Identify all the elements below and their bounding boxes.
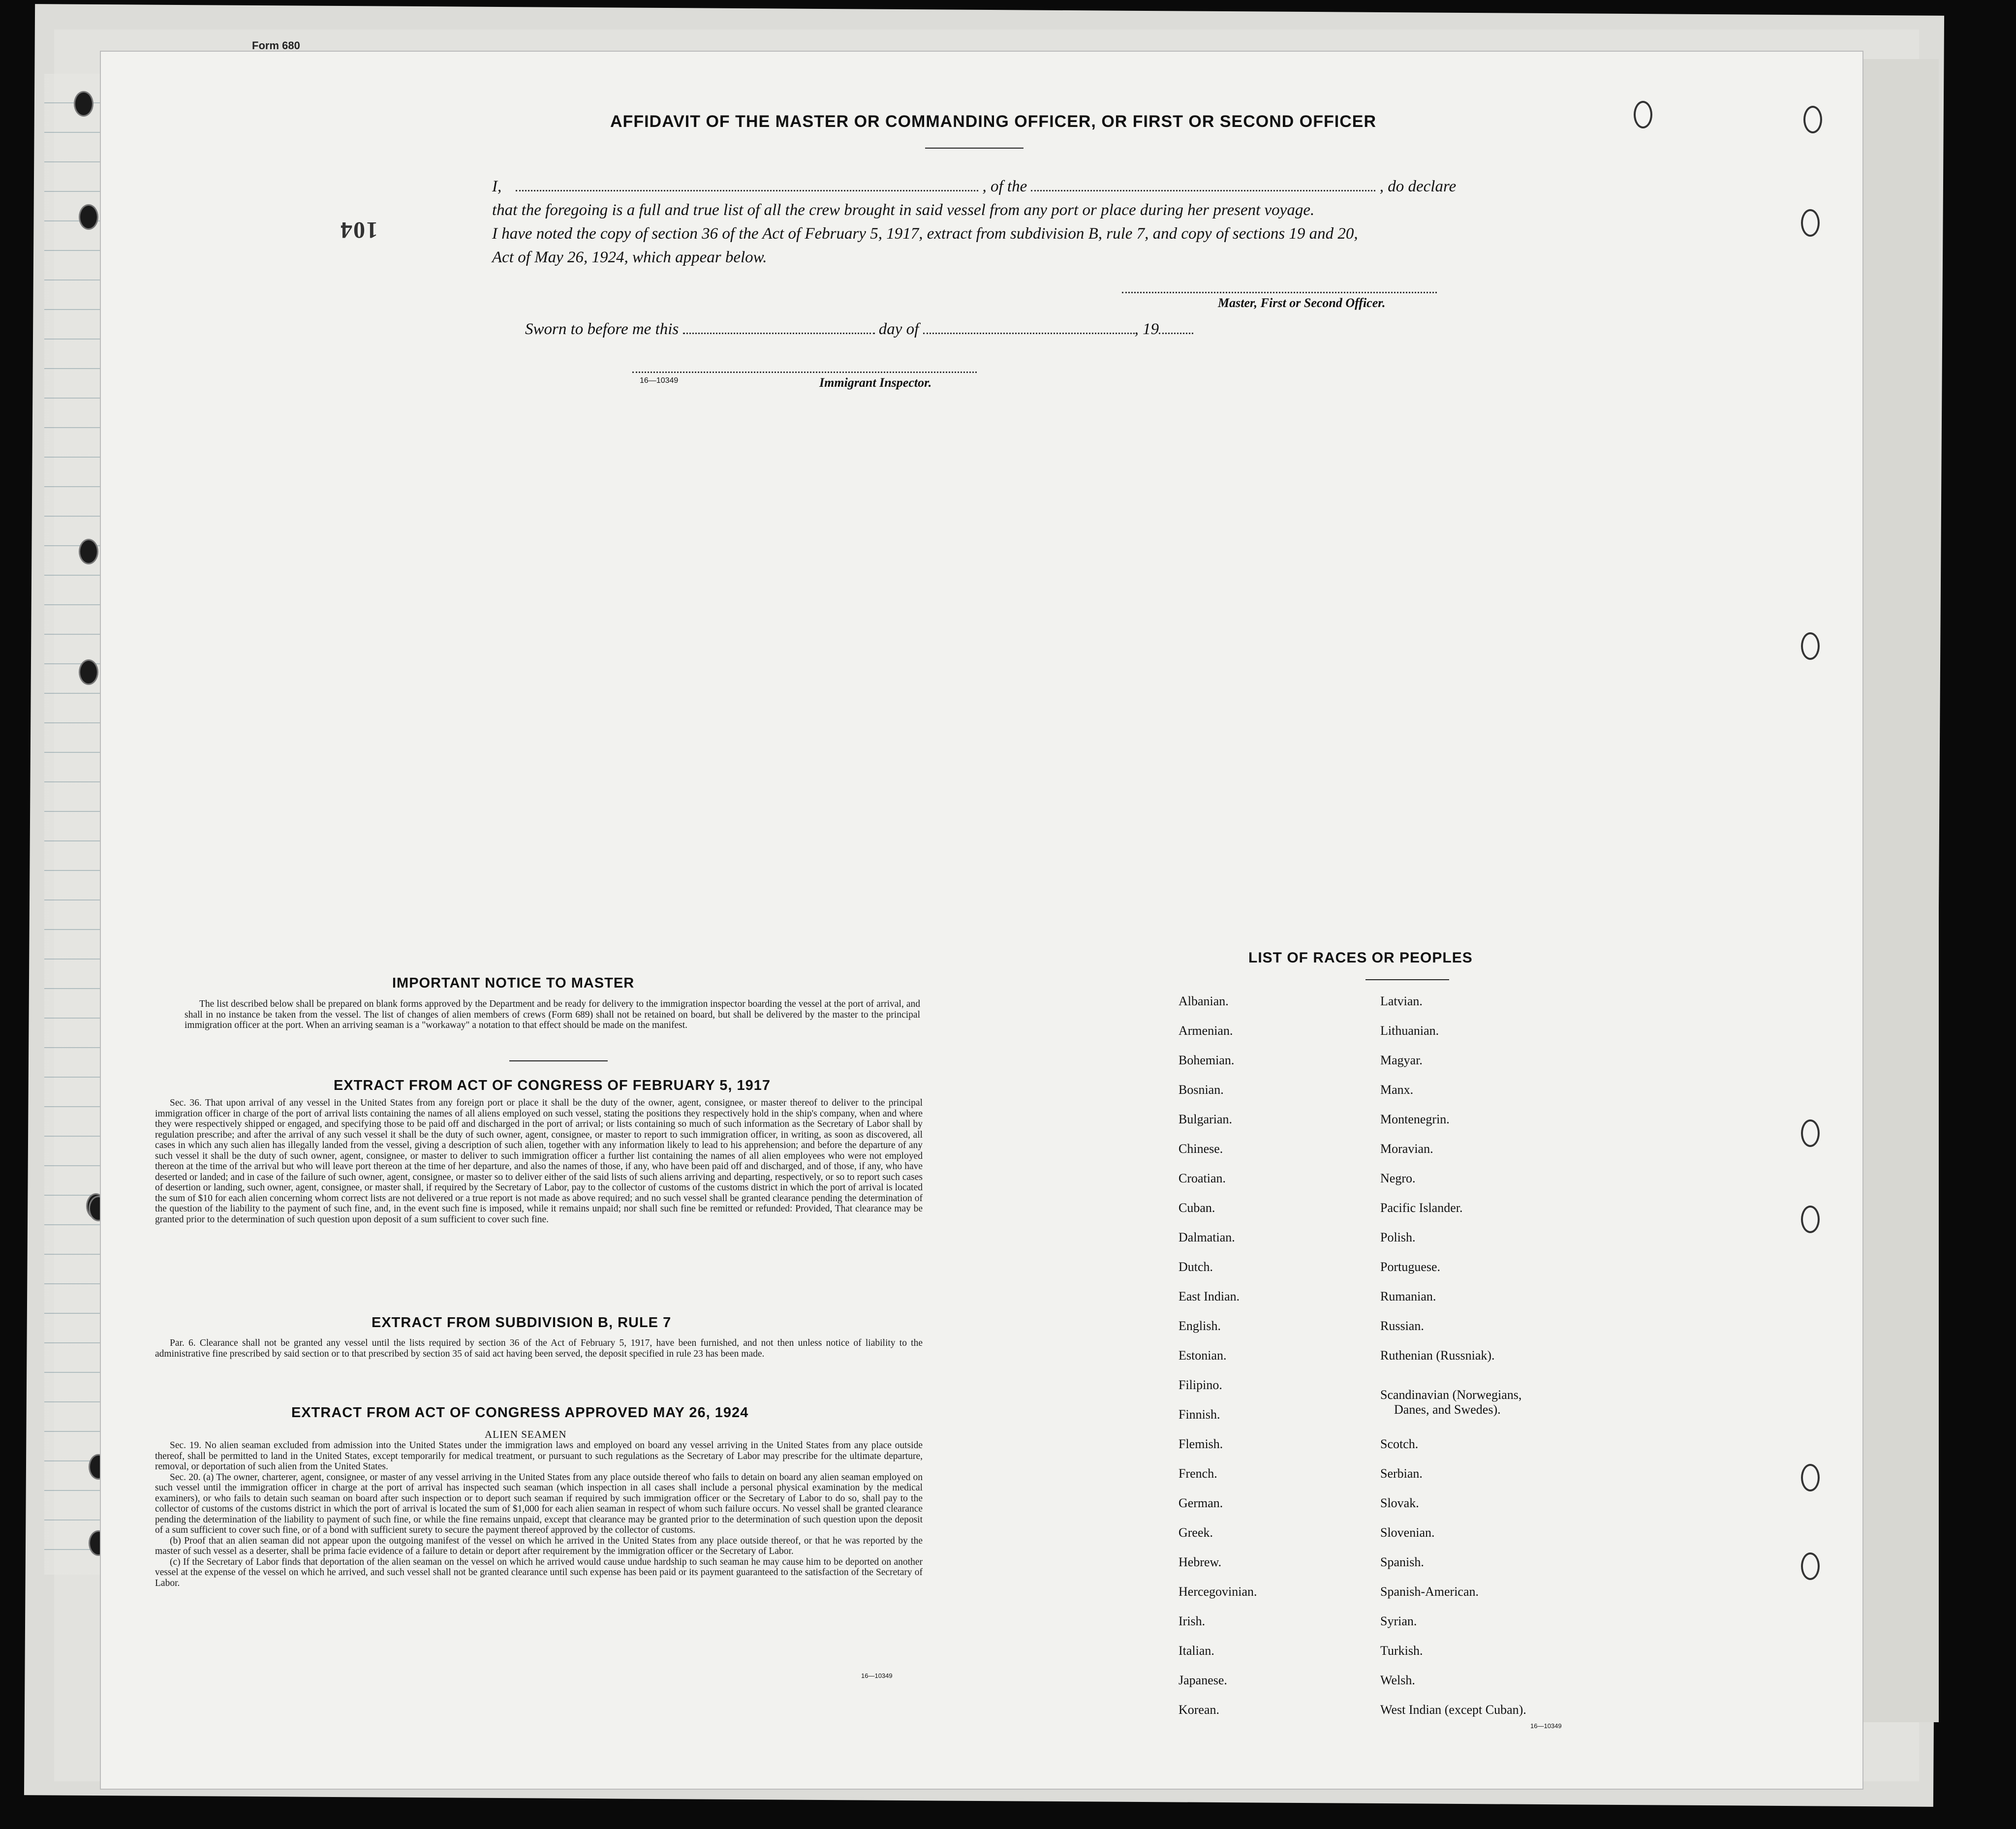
notice-paragraph: The list described below shall be prepared on blank forms approved by the Department and be ready for delivery to the immigration inspector boarding the vessel at the port of arrival, and shall in no instance be taken from the vessel. The list of changes of alien members of crews (Form 689) shall not be retained on board, but shall be delivered by the master to the principal immigration officer at the port. When an arriving seaman is a "workaway" a notation to that effect should be made on the manifest. xyxy=(185,999,920,1030)
declaration-block xyxy=(492,175,1575,269)
race-item: West Indian (except Cuban). xyxy=(1380,1703,1526,1717)
race-item: Bosnian. xyxy=(1179,1083,1224,1097)
race-item: Latvian. xyxy=(1380,994,1423,1008)
notice-text xyxy=(185,999,920,1031)
race-item: Spanish. xyxy=(1380,1555,1424,1569)
race-item: Bulgarian. xyxy=(1179,1112,1233,1126)
punch-hole xyxy=(1634,101,1652,128)
race-item: Spanish-American. xyxy=(1380,1584,1479,1599)
divider xyxy=(509,1060,608,1061)
race-item: Moravian. xyxy=(1380,1142,1433,1156)
race-item: Albanian. xyxy=(1179,994,1229,1008)
race-item: Irish. xyxy=(1179,1614,1206,1628)
extract-1924-text xyxy=(155,1440,923,1588)
affidavit-title: AFFIDAVIT OF THE MASTER OR COMMANDING OFFICER, OR FIRST OR SECOND OFFICER xyxy=(610,112,1376,131)
sworn-day-field[interactable] xyxy=(683,322,875,334)
race-item: Flemish. xyxy=(1179,1437,1223,1451)
punch-hole xyxy=(1801,1552,1820,1580)
race-item: Turkish. xyxy=(1380,1643,1423,1658)
section-20c-paragraph: (c) If the Secretary of Labor finds that deportation of the alien seaman on the vessel on which he arrived would cause undue hardship to such seaman he may cause him to be deported on another vessel at the expense of the vessel on which he arrived, and such vessel shall not be granted clearance until such expense has been paid or its payment guaranteed to the satisfaction of the Secretary of Labor. xyxy=(155,1556,923,1588)
punch-hole xyxy=(1801,1464,1820,1491)
race-item: Rumanian. xyxy=(1380,1289,1436,1303)
race-item: Danes, and Swedes). xyxy=(1394,1402,1501,1417)
race-item: Croatian. xyxy=(1179,1171,1226,1185)
section-20a-paragraph: Sec. 20. (a) The owner, charterer, agent, consignee, or master of any vessel arriving in the United States from any place outside thereof who fails to detain on board any alien seaman employed on such vessel until the immigration officer in charge at the port of arrival has inspected such seaman (which inspection in all cases shall include a personal physical examination by the medical examiners), or who fails to detain such seaman on board after such inspection or to deport such seaman if required by such immigration officer or the Secretary of Labor to do so, shall pay to the collector of customs of the customs district in which the port of arrival is located the sum of $1,000 for each alien seaman in respect of whom such failure occurs. No vessel shall be granted clearance pending the determination of the liability to payment of such fine, or while the fine remains unpaid, except that clearance may be granted prior to the determination of such question upon the deposit of a sum sufficient to cover such fine, or of a bond with sufficient surety to secure the payment thereof approved by the collector of customs. xyxy=(155,1472,923,1535)
declare-do-declare: , do declare xyxy=(1379,178,1457,195)
race-item: Japanese. xyxy=(1179,1673,1227,1687)
punch-hole xyxy=(1801,1119,1820,1147)
day-of-label: day of xyxy=(878,320,919,338)
race-item: Chinese. xyxy=(1179,1142,1223,1156)
section-19-paragraph: Sec. 19. No alien seaman excluded from admission into the United States under the immigration laws and employed on board any vessel arriving in the United States from any place outside thereof, shall be permitted to land in the United States, except temporarily for medical treatment, or pursuant to such regulations as the Secretary of Labor may prescribe for the ultimate departure, removal, or deportation of such alien from the United States. xyxy=(155,1440,923,1472)
race-item: English. xyxy=(1179,1319,1221,1333)
race-item: Greek. xyxy=(1179,1525,1213,1540)
race-item: Hebrew. xyxy=(1179,1555,1222,1569)
race-item: Estonian. xyxy=(1179,1348,1227,1363)
race-item: Scandinavian (Norwegians, xyxy=(1380,1388,1522,1402)
inspector-signature-line[interactable] xyxy=(632,372,977,373)
race-item: Dalmatian. xyxy=(1179,1230,1235,1244)
declare-line-2: that the foregoing is a full and true list of all the crew brought in said vessel from any port or place during her present voyage. xyxy=(492,201,1315,219)
race-item: Italian. xyxy=(1179,1643,1214,1658)
divider xyxy=(1365,979,1449,980)
race-item: Welsh. xyxy=(1380,1673,1415,1687)
declare-line-3: I have noted the copy of section 36 of the Act of February 5, 1917, extract from subdivision B, rule 7, and copy of sections 19 and 20, xyxy=(492,225,1358,243)
race-item: East Indian. xyxy=(1179,1289,1240,1303)
inspector-label: Immigrant Inspector. xyxy=(819,375,932,390)
vessel-field[interactable] xyxy=(1031,179,1375,191)
notice-title: IMPORTANT NOTICE TO MASTER xyxy=(392,975,635,991)
race-item: Pacific Islander. xyxy=(1380,1201,1463,1215)
stamp-number: 104 xyxy=(340,217,378,243)
race-item: Scotch. xyxy=(1380,1437,1419,1451)
race-item: Cuban. xyxy=(1179,1201,1215,1215)
punch-hole xyxy=(79,204,98,230)
year-prefix: , 19 xyxy=(1134,320,1159,338)
race-item: Korean. xyxy=(1179,1703,1220,1717)
sworn-year-field[interactable] xyxy=(1159,322,1193,334)
alien-seamen-subtitle: ALIEN SEAMEN xyxy=(485,1428,567,1440)
race-item: Syrian. xyxy=(1380,1614,1417,1628)
punch-hole xyxy=(79,539,98,564)
form-sheet xyxy=(101,39,1862,1789)
ruled-margin xyxy=(44,74,108,1575)
races-title: LIST OF RACES OR PEOPLES xyxy=(1248,950,1473,966)
extract-form-code: 16—10349 xyxy=(861,1672,893,1679)
name-field[interactable] xyxy=(516,179,978,191)
extract-1924-title: EXTRACT FROM ACT OF CONGRESS APPROVED MAY 26, 1924 xyxy=(291,1405,749,1421)
master-signature-label: Master, First or Second Officer. xyxy=(1218,296,1386,310)
sworn-label: Sworn to before me this xyxy=(525,320,679,338)
race-item: French. xyxy=(1179,1466,1217,1481)
race-item: Ruthenian (Russniak). xyxy=(1380,1348,1495,1363)
punch-hole xyxy=(1801,1206,1820,1233)
race-item: Russian. xyxy=(1380,1319,1424,1333)
race-item: Manx. xyxy=(1380,1083,1414,1097)
master-signature-line[interactable] xyxy=(1122,292,1437,293)
race-item: Armenian. xyxy=(1179,1023,1233,1038)
race-item: Negro. xyxy=(1380,1171,1416,1185)
race-item: Filipino. xyxy=(1179,1378,1222,1392)
race-item: German. xyxy=(1179,1496,1223,1510)
rule-7-paragraph: Par. 6. Clearance shall not be granted any vessel until the lists required by section 36 of the Act of February 5, 1917, have been furnished, and not then unless notice of liability to the administrative fine prescribed by said section or to that prescribed by section 35 of said act having been served, the deposit specified in rule 23 has been made. xyxy=(155,1338,923,1359)
rule-7-title: EXTRACT FROM SUBDIVISION B, RULE 7 xyxy=(372,1315,672,1331)
race-item: Hercegovinian. xyxy=(1179,1584,1257,1599)
declare-line-4: Act of May 26, 1924, which appear below. xyxy=(492,248,767,266)
sworn-month-field[interactable] xyxy=(923,322,1135,334)
punch-hole xyxy=(79,659,98,685)
races-form-code: 16—10349 xyxy=(1530,1722,1562,1730)
race-item: Polish. xyxy=(1380,1230,1416,1244)
race-item: Slovak. xyxy=(1380,1496,1419,1510)
sworn-line xyxy=(525,317,1193,341)
race-item: Portuguese. xyxy=(1380,1260,1441,1274)
section-20b-paragraph: (b) Proof that an alien seaman did not appear upon the outgoing manifest of the vessel on which he arrived in the United States from any place outside thereof, or that he was reported by the master of such vessel as a deserter, shall be prima facie evidence of a failure to detain or deport after requirement by the immigration officer or the Secretary of Labor. xyxy=(155,1535,923,1556)
race-item: Bohemian. xyxy=(1179,1053,1235,1067)
form-code: 16—10349 xyxy=(640,376,679,385)
race-item: Lithuanian. xyxy=(1380,1023,1439,1038)
declare-I: I, xyxy=(492,178,502,195)
divider xyxy=(925,148,1024,149)
punch-hole xyxy=(1803,106,1822,133)
extract-1917-text xyxy=(155,1098,923,1225)
punch-hole xyxy=(1801,209,1820,237)
race-item: Dutch. xyxy=(1179,1260,1213,1274)
section-36-paragraph: Sec. 36. That upon arrival of any vessel in the United States from any foreign port or place it shall be the duty of the owner, agent, consignee, or master thereof to deliver to the principal immigration officer in charge of the port of arrival lists containing the names of all aliens employed on such vessel, stating the positions they respectively hold in the ship's company, when and where they were respectively shipped or engaged, and specifying those to be paid off and discharged in the port of arrival; or lists containing so much of such information as the Secretary of Labor shall by regulation prescribe; and after the arrival of any such vessel it shall be the duty of such owner, agent, consignee, or master to report to such immigration officer, in writing, as soon as discovered, all cases in which any such alien has illegally landed from the vessel, giving a description of such alien, together with any information likely to lead to his apprehension; and before the departure of any such vessel it shall be the duty of such owner, agent, consignee, or master to deliver to such immigration officer a further list containing the names of all alien employees who were not employed thereon at the time of the arrival but who will leave port thereon at the time of her departure, and also the names of those, if any, who have been paid off and discharged, and of those, if any, who have deserted or landed; and in case of the failure of such owner, agent, consignee, or master so to deliver either of the said lists of such aliens arriving and departing, respectively, or so to report such cases of desertion or landing, such owner, agent, consignee, or master shall, if required by the Secretary of Labor, pay to the collector of customs of the customs district in which the port of arrival is located the sum of $10 for each alien concerning whom correct lists are not delivered or a true report is not made as above required; and no such vessel shall be granted clearance pending the determination of the question of the liability to the payment of such fine, and, in the event such fine is imposed, while it remains unpaid; nor shall such fine be remitted or refunded: Provided, That clearance may be granted prior to the determination of such question upon deposit of a sum sufficient to cover such fine. xyxy=(155,1098,923,1225)
race-item: Serbian. xyxy=(1380,1466,1423,1481)
declare-of-the: , of the xyxy=(982,178,1027,195)
punch-hole xyxy=(74,91,93,117)
punch-hole xyxy=(1801,632,1820,660)
race-item: Finnish. xyxy=(1179,1407,1220,1422)
race-item: Slovenian. xyxy=(1380,1525,1435,1540)
race-item: Magyar. xyxy=(1380,1053,1423,1067)
rule-7-text xyxy=(155,1338,923,1359)
form-number: Form 680 xyxy=(252,39,300,52)
race-item: Montenegrin. xyxy=(1380,1112,1450,1126)
extract-1917-title: EXTRACT FROM ACT OF CONGRESS OF FEBRUARY 5, 1917 xyxy=(334,1078,771,1093)
